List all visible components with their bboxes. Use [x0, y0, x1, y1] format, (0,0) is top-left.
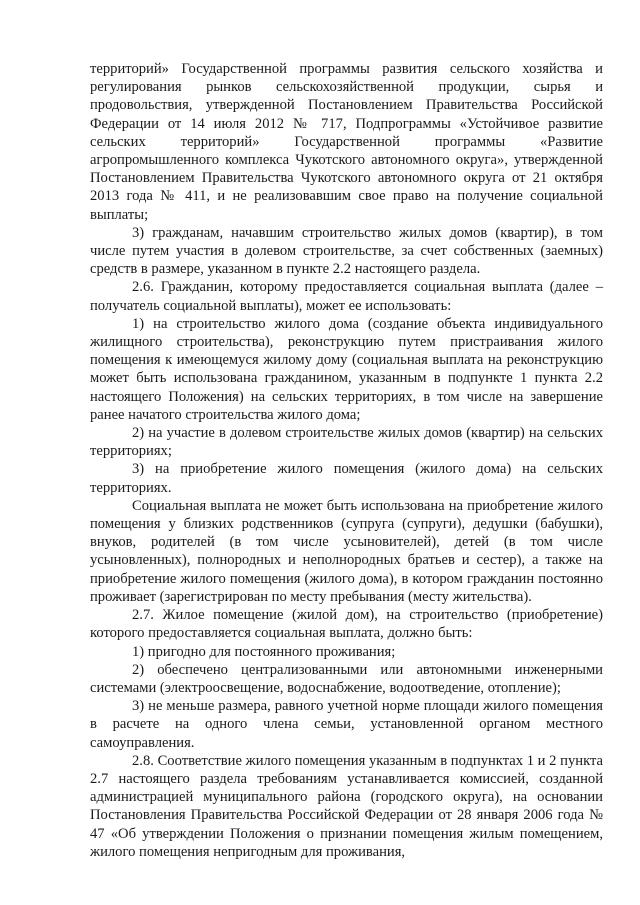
paragraph-continuation: территорий» Государственной программы развития сельского хозяйства и регулирования рынков сельскохозяйственной продукции, сырья и продовольствия, утвержденной Постановлением Правительства Российской Федерации от 14 июля 2012 № 717, Подпрограммы «Устойчивое развитие сельских территорий» Государственной программы «Развитие агропромышленного комплекса Чукотского автономного округа», утвержденной Постановлением Правительства Чукотского автономного округа от 21 октября 2013 года № 411, и не реализовавшим свое право на получение социальной выплаты;	[90, 61, 603, 223]
paragraph-2-6-item-1: 1) на строительство жилого дома (создание объекта индивидуального жилищного строительства), реконструкцию путем пристраивания жилого помещения к имеющемуся жилому дому (социальная выплата на реконструкцию может быть использована гражданином, указанным в подпункте 1 пункта 2.2 настоящего Положения) на сельских территориях, в том числе на завершение ранее начатого строительства жилого дома;	[90, 315, 603, 423]
paragraph-2-6: 2.6. Гражданин, которому предоставляется социальная выплата (далее – получатель социальной выплаты), может ее использовать:	[90, 279, 603, 314]
paragraph-2-7-item-2: 2) обеспечено централизованными или автономными инженерными системами (электроосвещение, водоснабжение, водоотведение, отопление);	[90, 661, 603, 696]
paragraph-2-7-item-3: 3) не меньше размера, равного учетной норме площади жилого помещения в расчете на одного члена семьи, установленной органом местного самоуправления.	[90, 698, 603, 751]
paragraph-2-7: 2.7. Жилое помещение (жилой дом), на строительство (приобретение) которого предоставляется социальная выплата, должно быть:	[90, 607, 603, 642]
paragraph-2-8: 2.8. Соответствие жилого помещения указанным в подпунктах 1 и 2 пункта 2.7 настоящего раздела требованиям устанавливается комиссией, созданной администрацией муниципального района (городского округа), на основании Постановления Правительства Российской Федерации от 28 января 2006 года № 47 «Об утверждении Положения о признании помещения жилым помещением, жилого помещения непригодным для проживания,	[90, 752, 603, 860]
paragraph-2-6-item-2: 2) на участие в долевом строительстве жилых домов (квартир) на сельских территориях;	[90, 425, 603, 460]
paragraph-restriction: Социальная выплата не может быть использована на приобретение жилого помещения у близких родственников (супруга (супруги), дедушки (бабушки), внуков, родителей (в том числе усыновителей), детей (в том числе усыновленных), полнородных и неполнородных братьев и сестер), а также на приобретение жилого помещения (жилого дома), в котором гражданин постоянно проживает (зарегистрирован по месту пребывания (месту жительства).	[90, 497, 603, 605]
paragraph-2-6-item-3: 3) на приобретение жилого помещения (жилого дома) на сельских территориях.	[90, 461, 603, 496]
document-page	[90, 60, 603, 861]
paragraph-2-7-item-1: 1) пригодно для постоянного проживания;	[132, 643, 396, 660]
paragraph-item-3-builders: 3) гражданам, начавшим строительство жилых домов (квартир), в том числе путем участия в долевом строительстве, за счет собственных (заемных) средств в размере, указанном в пункте 2.2 настоящего раздела.	[90, 224, 603, 278]
